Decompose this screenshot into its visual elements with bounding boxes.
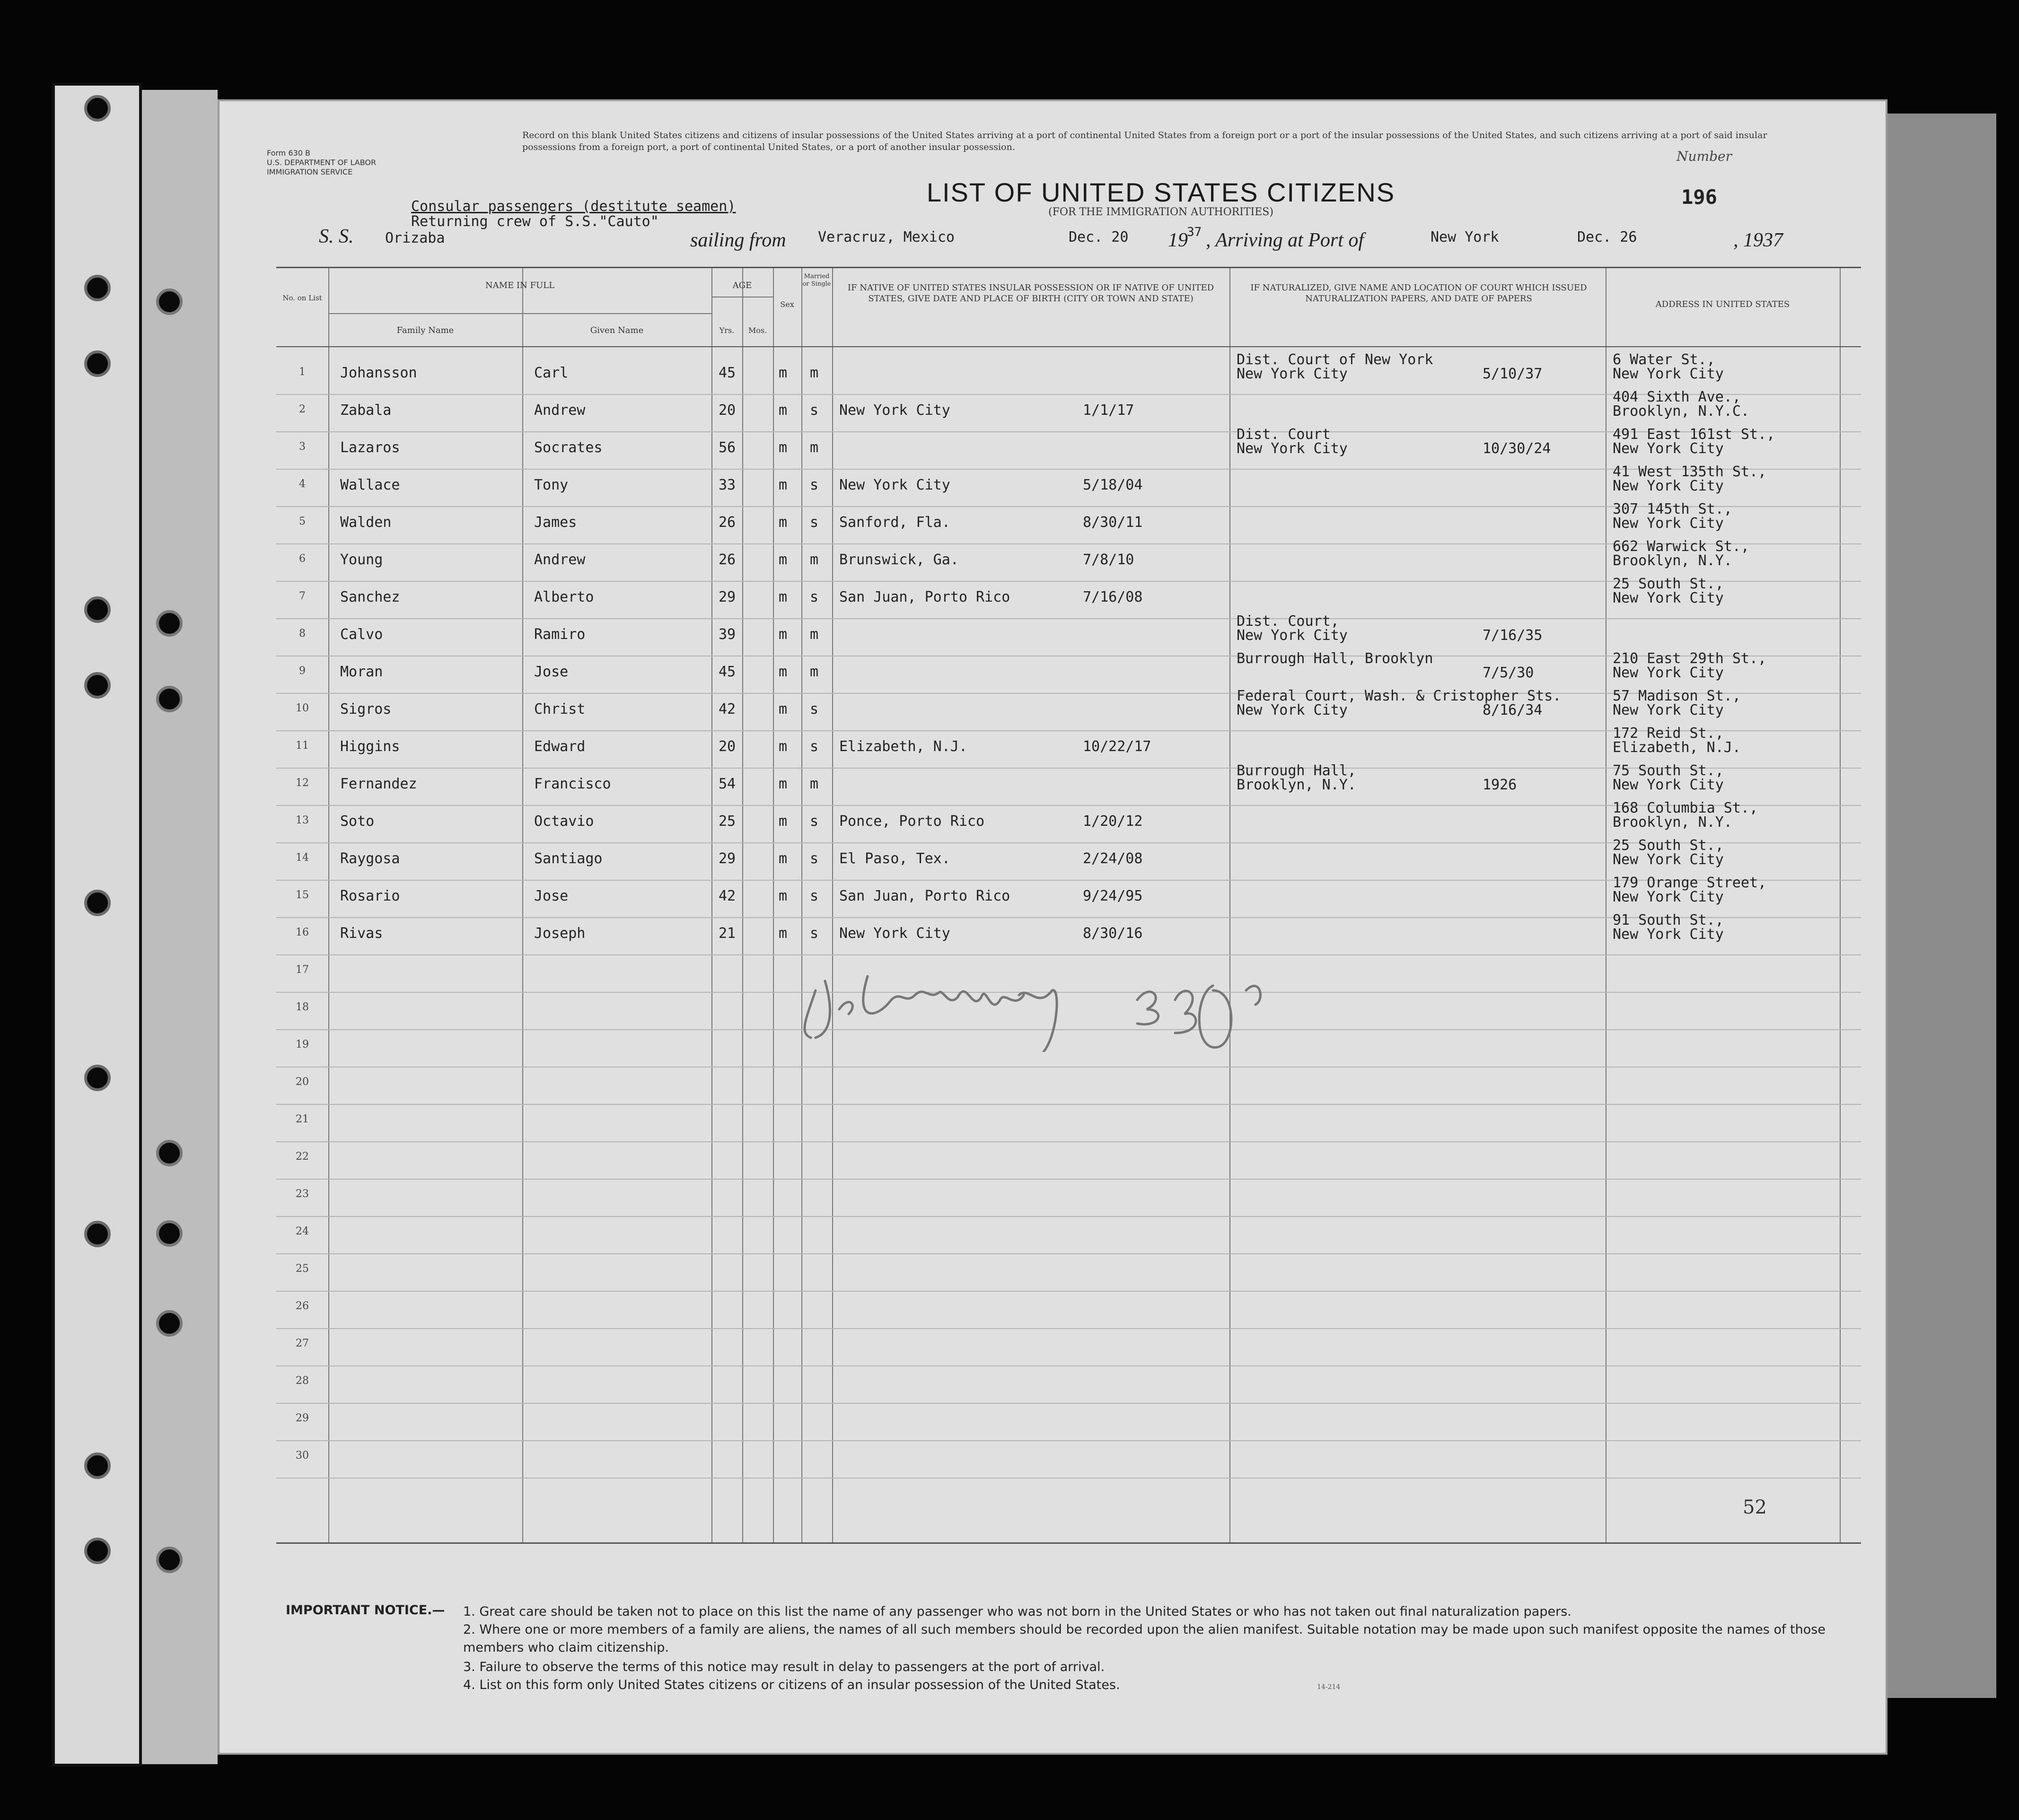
ship-name: Orizaba <box>385 230 445 246</box>
sex: m <box>779 664 788 680</box>
row-number: 1 <box>299 366 306 378</box>
address-city: New York City <box>1613 366 1724 382</box>
passenger-row <box>276 650 1861 687</box>
sex: m <box>779 551 788 568</box>
birth-date: 7/8/10 <box>1083 551 1134 568</box>
row-rule <box>276 1216 1861 1217</box>
passenger-row <box>276 874 1861 911</box>
notice-item-3: 3. Failure to observe the terms of this notice may result in delay to passengers at the port of arrival. <box>463 1660 1105 1674</box>
row-number: 8 <box>299 628 306 639</box>
address-city: New York City <box>1613 515 1724 532</box>
court-location: New York City <box>1237 627 1348 644</box>
marital-status: s <box>810 850 819 867</box>
address-street: 6 Water St., <box>1613 351 1715 368</box>
family-name: Johansson <box>340 365 417 381</box>
row-number: 7 <box>299 590 306 602</box>
court-name: Burrough Hall, <box>1237 762 1356 779</box>
service-label: IMMIGRATION SERVICE <box>267 167 353 176</box>
family-name: Moran <box>340 664 383 680</box>
birth-date: 2/24/08 <box>1083 850 1143 867</box>
marital-status: s <box>810 477 819 493</box>
row-number: 17 <box>296 964 309 976</box>
marital-status: s <box>810 701 819 718</box>
address-city: New York City <box>1613 851 1724 868</box>
passenger-row <box>276 687 1861 724</box>
birth-place: New York City <box>839 402 950 419</box>
manifest-page <box>218 99 1887 1755</box>
row-rule <box>276 1141 1861 1142</box>
row-number: 11 <box>296 740 309 752</box>
binder-hole <box>84 890 111 916</box>
address-city: New York City <box>1613 777 1724 793</box>
age-years: 25 <box>719 813 736 830</box>
row-rule <box>276 1067 1861 1068</box>
marital-status: m <box>810 439 819 456</box>
birth-date: 7/16/08 <box>1083 589 1143 605</box>
sex: m <box>779 738 788 755</box>
age-years: 26 <box>719 514 736 531</box>
binder-hole <box>84 1452 111 1479</box>
family-name: Wallace <box>340 477 400 493</box>
row-number: 18 <box>296 1001 309 1013</box>
address-street: 307 145th St., <box>1613 501 1732 517</box>
given-name: Socrates <box>534 439 603 456</box>
passenger-row <box>276 762 1861 799</box>
family-name: Fernandez <box>340 776 417 792</box>
address-street: 179 Orange Street, <box>1613 875 1767 891</box>
row-rule <box>276 1253 1861 1254</box>
passenger-row <box>276 463 1861 500</box>
birth-place: New York City <box>839 477 950 493</box>
row-number: 10 <box>296 702 309 714</box>
court-name: Dist. Court of New York <box>1237 351 1433 368</box>
row-number: 9 <box>299 665 306 677</box>
sailing-from-label: sailing from <box>690 229 786 251</box>
given-name: Christ <box>534 701 586 718</box>
age-years: 42 <box>719 888 736 904</box>
notice-item-1: 1. Great care should be taken not to place on this list the name of any passenger who was not born in the United States or who has not taken out final naturalization papers. <box>463 1604 1571 1619</box>
family-name: Sanchez <box>340 589 400 605</box>
address-city: New York City <box>1613 478 1724 494</box>
passenger-row <box>276 388 1861 425</box>
binder-hole <box>84 1065 111 1091</box>
row-number: 23 <box>296 1188 309 1200</box>
given-name: Andrew <box>534 551 586 568</box>
binder-hole <box>84 275 111 301</box>
header-address: ADDRESS IN UNITED STATES <box>1655 299 1790 309</box>
row-number: 2 <box>299 403 306 415</box>
given-name: Joseph <box>534 925 586 942</box>
binder-hole <box>156 1220 183 1247</box>
header-sex: Sex <box>780 300 794 309</box>
row-number: 26 <box>296 1300 309 1312</box>
row-number: 24 <box>296 1225 309 1237</box>
family-name: Zabala <box>340 402 392 419</box>
binder-strip-inner <box>142 90 218 1764</box>
given-name: Octavio <box>534 813 594 830</box>
binder-hole <box>156 686 183 712</box>
court-location: Brooklyn, N.Y. <box>1237 777 1356 793</box>
row-rule <box>276 1179 1861 1180</box>
inspector-signature <box>797 938 1270 1052</box>
family-name: Raygosa <box>340 850 400 867</box>
address-city: New York City <box>1613 889 1724 905</box>
passenger-row <box>276 538 1861 575</box>
address-street: 662 Warwick St., <box>1613 538 1749 555</box>
address-city: New York City <box>1613 702 1724 718</box>
court-location: New York City <box>1237 702 1348 718</box>
page-title: LIST OF UNITED STATES CITIZENS <box>926 177 1396 207</box>
family-name: Soto <box>340 813 375 830</box>
age-years: 29 <box>719 589 736 605</box>
ss-label: S. S. <box>319 226 354 247</box>
marital-status: m <box>810 551 819 568</box>
marital-status: s <box>810 402 819 419</box>
passenger-category-note: Consular passengers (destitute seamen) <box>411 198 736 215</box>
header-years: Yrs. <box>719 326 735 335</box>
marital-status: s <box>810 888 819 904</box>
address-city: New York City <box>1613 440 1724 457</box>
header-name-in-full: NAME IN FULL <box>485 280 555 290</box>
header-no-on-list: No. on List <box>282 294 322 302</box>
age-years: 20 <box>719 402 736 419</box>
row-number: 4 <box>299 478 306 490</box>
family-name: Sigros <box>340 701 392 718</box>
family-name: Rosario <box>340 888 400 904</box>
page-subtitle: (FOR THE IMMIGRATION AUTHORITIES) <box>1048 206 1273 218</box>
given-name: Santiago <box>534 850 603 867</box>
binder-hole <box>156 610 183 637</box>
address-street: 168 Columbia St., <box>1613 800 1758 816</box>
age-years: 26 <box>719 551 736 568</box>
header-family-name: Family Name <box>396 325 454 335</box>
marital-status: s <box>810 514 819 531</box>
crew-note: Returning crew of S.S."Cauto" <box>411 213 659 230</box>
arrival-year: , 1937 <box>1733 229 1783 251</box>
form-code: 14-214 <box>1317 1683 1341 1691</box>
address-street: 75 South St., <box>1613 762 1724 779</box>
birth-place: Elizabeth, N.J. <box>839 738 967 755</box>
notice-title: IMPORTANT NOTICE.— <box>286 1603 445 1618</box>
binder-hole <box>84 95 111 122</box>
header-married-single: Married or Single <box>802 273 831 288</box>
row-number: 28 <box>296 1375 309 1387</box>
row-number: 29 <box>296 1412 309 1424</box>
passenger-row <box>276 426 1861 463</box>
row-number: 21 <box>296 1113 309 1125</box>
given-name: Tony <box>534 477 569 493</box>
header-birth: IF NATIVE OF UNITED STATES INSULAR POSSESSION OR IF NATIVE OF UNITED STATES, GIVE DATE AND PLACE OF BIRTH (CITY OR TOWN AND STATE) <box>847 283 1214 304</box>
age-years: 45 <box>719 664 736 680</box>
sex: m <box>779 776 788 792</box>
passenger-row <box>276 612 1861 649</box>
family-name: Rivas <box>340 925 383 942</box>
binder-hole <box>84 672 111 699</box>
row-number: 6 <box>299 553 306 565</box>
row-number: 5 <box>299 516 306 527</box>
given-name: Edward <box>534 738 586 755</box>
binder-hole <box>156 1547 183 1573</box>
binder-hole <box>156 1310 183 1337</box>
address-street: 25 South St., <box>1613 837 1724 854</box>
age-years: 56 <box>719 439 736 456</box>
birth-place: San Juan, Porto Rico <box>839 888 1010 904</box>
given-name: Francisco <box>534 776 611 792</box>
row-rule <box>276 1328 1861 1329</box>
row-rule <box>276 1403 1861 1404</box>
binder-hole <box>156 289 183 315</box>
court-name: Burrough Hall, Brooklyn <box>1237 650 1433 667</box>
sex: m <box>779 477 788 493</box>
address-street: 404 Sixth Ave., <box>1613 389 1741 405</box>
departure-date: Dec. 20 <box>1069 229 1129 245</box>
sex: m <box>779 626 788 643</box>
binder-hole <box>156 1140 183 1166</box>
age-years: 29 <box>719 850 736 867</box>
sex: m <box>779 365 788 381</box>
family-name: Walden <box>340 514 392 531</box>
address-city: Brooklyn, N.Y. <box>1613 552 1732 569</box>
marital-status: s <box>810 925 819 942</box>
court-location: New York City <box>1237 440 1348 457</box>
passenger-row <box>276 500 1861 537</box>
age-years: 45 <box>719 365 736 381</box>
passenger-row <box>276 725 1861 761</box>
age-years: 20 <box>719 738 736 755</box>
arrival-port: New York <box>1431 229 1499 245</box>
birth-place: San Juan, Porto Rico <box>839 589 1010 605</box>
birth-date: 1/20/12 <box>1083 813 1143 830</box>
binder-hole <box>84 1538 111 1564</box>
age-years: 54 <box>719 776 736 792</box>
row-rule <box>276 1478 1861 1479</box>
row-rule <box>276 1365 1861 1366</box>
court-name: Dist. Court, <box>1237 613 1339 630</box>
row-number: 13 <box>296 814 309 826</box>
address-street: 91 South St., <box>1613 912 1724 928</box>
naturalization-date: 7/5/30 <box>1483 665 1534 681</box>
row-number: 19 <box>296 1039 309 1050</box>
marital-status: m <box>810 365 819 381</box>
given-name: James <box>534 514 577 531</box>
age-years: 33 <box>719 477 736 493</box>
court-name: Dist. Court <box>1237 426 1331 443</box>
age-years: 42 <box>719 701 736 718</box>
birth-date: 1/1/17 <box>1083 402 1134 419</box>
birth-place: New York City <box>839 925 950 942</box>
sex: m <box>779 813 788 830</box>
row-number: 20 <box>296 1076 309 1088</box>
row-number: 25 <box>296 1263 309 1275</box>
passenger-row <box>276 351 1861 388</box>
notice-item-2: 2. Where one or more members of a family are aliens, the names of all such members should be recorded upon the alien manifest. Suitable notation may be made upon such manifest opposite the names of those members who claim citizenship. <box>463 1622 1826 1655</box>
adjacent-page-edge <box>1887 114 1996 1698</box>
given-name: Jose <box>534 664 569 680</box>
departure-port: Veracruz, Mexico <box>818 229 955 245</box>
row-number: 16 <box>296 927 309 938</box>
address-city: New York City <box>1613 926 1724 943</box>
sex: m <box>779 888 788 904</box>
row-rule <box>276 1104 1861 1105</box>
arriving-label: , Arriving at Port of <box>1206 229 1364 251</box>
passenger-table <box>276 267 1861 1544</box>
list-number: 196 <box>1681 185 1717 209</box>
sex: m <box>779 402 788 419</box>
marital-status: s <box>810 738 819 755</box>
family-name: Lazaros <box>340 439 400 456</box>
birth-date: 8/30/16 <box>1083 925 1143 942</box>
sex: m <box>779 439 788 456</box>
notice-item-4: 4. List on this form only United States citizens or citizens of an insular possession of the United States. <box>463 1678 1120 1692</box>
naturalization-date: 5/10/37 <box>1483 366 1543 382</box>
naturalization-date: 8/16/34 <box>1483 702 1543 718</box>
binder-hole <box>84 596 111 623</box>
marital-status: m <box>810 776 819 792</box>
address-street: 41 West 135th St., <box>1613 464 1767 480</box>
address-city: New York City <box>1613 665 1724 681</box>
marital-status: m <box>810 626 819 643</box>
departure-year: 37 <box>1187 225 1202 239</box>
sex: m <box>779 925 788 942</box>
binder-hole <box>84 350 111 377</box>
address-street: 210 East 29th St., <box>1613 650 1767 667</box>
form-number: Form 630 B <box>267 149 310 158</box>
row-number: 22 <box>296 1151 309 1163</box>
family-name: Higgins <box>340 738 400 755</box>
birth-place: Sanford, Fla. <box>839 514 950 531</box>
marital-status: s <box>810 813 819 830</box>
address-street: 172 Reid St., <box>1613 725 1724 742</box>
address-city: New York City <box>1613 590 1724 606</box>
row-number: 14 <box>296 852 309 864</box>
naturalization-date: 7/16/35 <box>1483 627 1543 644</box>
sex: m <box>779 514 788 531</box>
sex: m <box>779 701 788 718</box>
header-naturalization: IF NATURALIZED, GIVE NAME AND LOCATION OF COURT WHICH ISSUED NATURALIZATION PAPERS, AND DATE OF PAPERS <box>1250 283 1587 304</box>
sex: m <box>779 589 788 605</box>
passenger-row <box>276 837 1861 874</box>
passenger-row <box>276 799 1861 836</box>
row-number: 3 <box>299 441 306 453</box>
marital-status: s <box>810 589 819 605</box>
court-name: Federal Court, Wash. & Cristopher Sts. <box>1237 688 1562 704</box>
header-age: AGE <box>732 280 752 290</box>
row-rule <box>276 1440 1861 1441</box>
marital-status: m <box>810 664 819 680</box>
address-street: 491 East 161st St., <box>1613 426 1775 443</box>
given-name: Alberto <box>534 589 594 605</box>
age-years: 39 <box>719 626 736 643</box>
row-rule <box>276 1291 1861 1292</box>
birth-place: El Paso, Tex. <box>839 850 950 867</box>
birth-date: 8/30/11 <box>1083 514 1143 531</box>
naturalization-date: 1926 <box>1483 777 1517 793</box>
header-months: Mos. <box>748 326 767 335</box>
address-street: 25 South St., <box>1613 576 1724 592</box>
naturalization-date: 10/30/24 <box>1483 440 1551 457</box>
header-given-name: Given Name <box>590 325 644 335</box>
given-name: Carl <box>534 365 569 381</box>
sex: m <box>779 850 788 867</box>
row-number: 30 <box>296 1450 309 1461</box>
address-city: Brooklyn, N.Y.C. <box>1613 403 1749 420</box>
birth-place: Ponce, Porto Rico <box>839 813 985 830</box>
court-location: New York City <box>1237 366 1348 382</box>
department-label: U.S. DEPARTMENT OF LABOR <box>267 158 377 167</box>
year-prefix: 19 <box>1168 229 1188 251</box>
row-number: 27 <box>296 1338 309 1349</box>
binder-strip <box>52 83 142 1767</box>
address-city: Elizabeth, N.J. <box>1613 739 1741 756</box>
row-number: 12 <box>296 777 309 789</box>
address-street: 57 Madison St., <box>1613 688 1741 704</box>
family-name: Young <box>340 551 383 568</box>
number-label: Number <box>1677 149 1732 164</box>
age-years: 21 <box>719 925 736 942</box>
birth-place: Brunswick, Ga. <box>839 551 959 568</box>
binder-hole <box>84 1221 111 1247</box>
page-number: 52 <box>1743 1496 1767 1518</box>
birth-date: 5/18/04 <box>1083 477 1143 493</box>
given-name: Andrew <box>534 402 586 419</box>
given-name: Jose <box>534 888 569 904</box>
passenger-row <box>276 575 1861 612</box>
record-instructions: Record on this blank United States citizens and citizens of insular possessions of the United States arriving at a port of continental United States from a foreign port or a port of the insular possessions of the United States, and such citizens arriving at a port of said insular possessions from a foreign port, a port of continental United States, or a port of another insular possession. <box>522 130 1767 152</box>
row-number: 15 <box>296 889 309 901</box>
given-name: Ramiro <box>534 626 586 643</box>
arrival-date: Dec. 26 <box>1577 229 1637 245</box>
birth-date: 9/24/95 <box>1083 888 1143 904</box>
birth-date: 10/22/17 <box>1083 738 1151 755</box>
address-city: Brooklyn, N.Y. <box>1613 814 1732 831</box>
family-name: Calvo <box>340 626 383 643</box>
